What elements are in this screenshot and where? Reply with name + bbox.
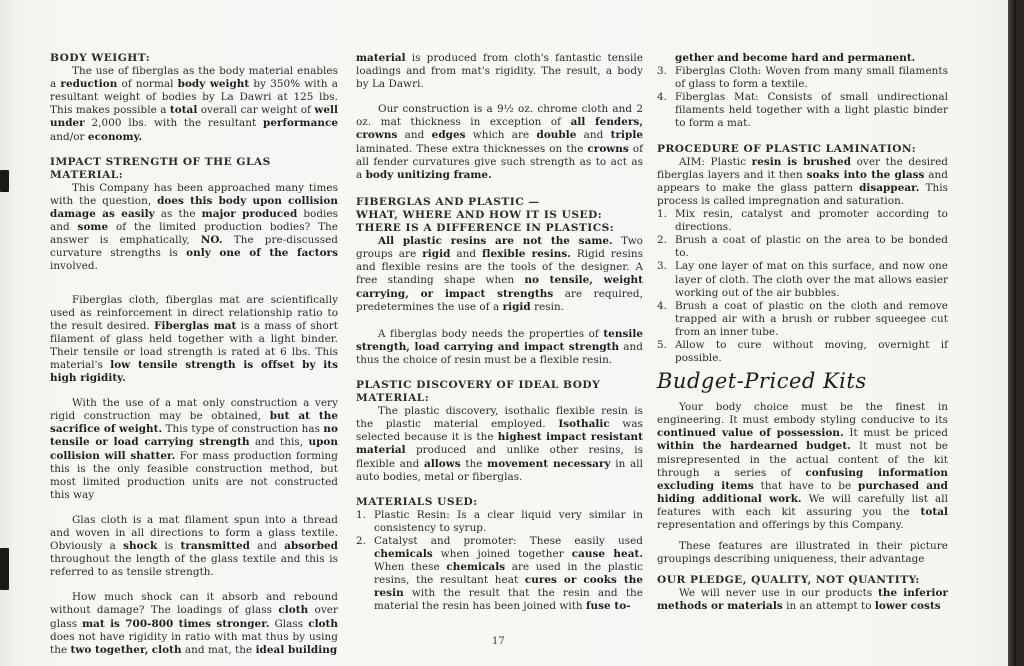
- section-plastic-discovery: [356, 379, 643, 484]
- binding-mark: [0, 170, 9, 192]
- column-3: [657, 52, 948, 614]
- paragraph: Our construction is a 9½ oz. chrome cloth and 2 oz. mat thickness in exception of all fenders, crowns and edges which are double and triple laminated. These extra thicknesses on the crowns of all fender curvatures give such strength as to act as a body unitizing frame.: [356, 103, 643, 181]
- paragraph: How much shock can it absorb and rebound without damage? The loadings of glass cloth over glass mat is 700-800 times stronger. Glass cloth does not have rigidity in ratio with mat thus by using the two together, cloth and mat, the ideal building: [50, 591, 338, 656]
- page-edge-shadow: [1008, 0, 1016, 666]
- paragraph: We will never use in our products the inferior methods or materials in an attempt to lower costs: [657, 587, 948, 613]
- section-heading: THERE IS A DIFFERENCE IN PLASTICS:: [356, 222, 615, 235]
- paragraph: A fiberglas body needs the properties of tensile strength, load carrying and impact strength and thus the choice of resin must be a flexible resin.: [356, 327, 643, 366]
- paragraph: Glas cloth is a mat filament spun into a thread and woven in all directions to form a glass textile. Obviously a shock is transmitted and absorbed throughout the length of the glass textile and this is referred to as tensile strength.: [50, 513, 338, 579]
- section-pledge: [657, 574, 948, 613]
- section-fiberglas-plastic: [356, 196, 643, 314]
- section-impact-strength: [50, 156, 338, 274]
- list-item: 4. Fiberglas Mat: Consists of small undirectional filaments held together with a light plastic binder to form a mat.: [657, 91, 948, 130]
- section-heading: PLASTIC DISCOVERY OF IDEAL BODY MATERIAL:: [356, 378, 601, 405]
- paragraph: This Company has been approached many times with the question, does this body upon collision damage as easily as the major produced bodies and some of the limited production bodies? The answer is emphatically, NO. The pre-discussed curvature strengths is only one of the factors involved.: [50, 181, 338, 273]
- list-item: 3. Lay one layer of mat on this surface, and now one layer of cloth. The cloth over the mat allows easier working out of the air bubbles.: [657, 260, 948, 299]
- paragraph: These features are illustrated in their picture groupings describing uniqueness, their advantage: [657, 540, 948, 566]
- section-heading: PROCEDURE OF PLASTIC LAMINATION:: [657, 142, 917, 155]
- section-heading: WHAT, WHERE AND HOW IT IS USED:: [356, 208, 603, 221]
- procedure-steps: [657, 208, 948, 365]
- section-heading: MATERIALS USED:: [356, 495, 478, 508]
- list-item: 2. Brush a coat of plastic on the area to be bonded to.: [657, 234, 948, 260]
- paragraph: material is produced from cloth's fantastic tensile loadings and from mat's rigidity. The result, a body by La Dawri.: [356, 52, 643, 91]
- paragraph: With the use of a mat only construction a very rigid construction may be obtained, but at the sacrifice of weight. This type of construction has no tensile or load carrying strength and this, upon collision will shatter. For mass production forming this is the only feasible construction method, but most limited production units are not constructed this way: [50, 397, 339, 501]
- column-2: [356, 52, 643, 614]
- list-item: 1. Plastic Resin: Is a clear liquid very similar in consistency to syrup.: [356, 508, 643, 534]
- paragraph: The plastic discovery, isothalic flexible resin is the plastic material employed. Isothalic was selected because it is the highest impact resistant material produced and unlike other resins, is flexible and allows the movement necessary in all auto bodies, metal or fiberglas.: [356, 405, 643, 483]
- paragraph: Your body choice must be the finest in engineering. It must embody styling conducive to its continued value of possession. It must be priced within the hardearned budget. It must not be misrepresented in the actual content of the kit through a series of confusing information excluding items that have to be purchased and hiding additional work. We will carefully list all features with each kit assuring you the total representation and offerings by this Company.: [657, 401, 949, 531]
- list-item: 5. Allow to cure without moving, overnight if possible.: [657, 338, 948, 365]
- paragraph: AIM: Plastic resin is brushed over the desired fiberglas layers and it then soaks into the glass and appears to make the glass pattern disappear. This process is called impregnation and saturation.: [657, 155, 948, 207]
- list-item: 3. Fiberglas Cloth: Woven from many small filaments of glass to form a textile.: [657, 65, 948, 91]
- list-item: gether and become hard and permanent.: [675, 52, 916, 64]
- section-heading: IMPACT STRENGTH OF THE GLAS MATERIAL:: [50, 155, 271, 181]
- list-item: 1. Mix resin, catalyst and promoter according to directions.: [657, 208, 948, 234]
- paragraph: The use of fiberglas as the body material enables a reduction of normal body weight by 350% with a resultant weight of bodies by La Dawri at 125 lbs. This makes possible a total overall car weight of well under 2,000 lbs. with the resultant performance and/or economy.: [50, 65, 338, 143]
- section-heading: BODY WEIGHT:: [50, 52, 151, 64]
- paragraph: All plastic resins are not the same. Two groups are rigid and flexible resins. Rigid resins and flexible resins are the tools of the designer. A free standing shape when no tensile, weight carrying, or impact strengths are required, predetermines the use of a rigid resin.: [356, 235, 643, 313]
- materials-list: [356, 509, 643, 614]
- list-item: 4. Brush a coat of plastic on the cloth and remove trapped air with a brush or rubber squeegee cut from an inner tube.: [657, 299, 948, 338]
- section-materials-used: [356, 496, 643, 614]
- column-1: [50, 52, 338, 657]
- section-procedure: [657, 143, 948, 366]
- section-heading: OUR PLEDGE, QUALITY, NOT QUANTITY:: [657, 574, 920, 587]
- list-item: 2. Catalyst and promoter: These easily used chemicals when joined together cause heat. When these chemicals are used in the plastic resins, the resultant heat cures or cooks the resin with the result that the resin and the material the resin has been joined with fuse to-: [356, 535, 644, 613]
- section-budget-kits: [657, 367, 948, 566]
- binding-mark: [0, 548, 9, 590]
- page-number: 17: [492, 636, 505, 647]
- script-heading: Budget-Priced Kits: [657, 369, 867, 394]
- paragraph: Fiberglas cloth, fiberglas mat are scientifically used as reinforcement in direct relationship ratio to the result desired. Fiberglas mat is a mass of short filament of glass held together with a light binder. Their tensile or load strength is rated at 6 lbs. This material's low tensile strength is offset by its high rigidity.: [50, 293, 339, 385]
- materials-list-continued: [657, 52, 948, 131]
- section-heading: FIBERGLAS AND PLASTIC —: [356, 195, 540, 208]
- section-body-weight: [50, 52, 338, 144]
